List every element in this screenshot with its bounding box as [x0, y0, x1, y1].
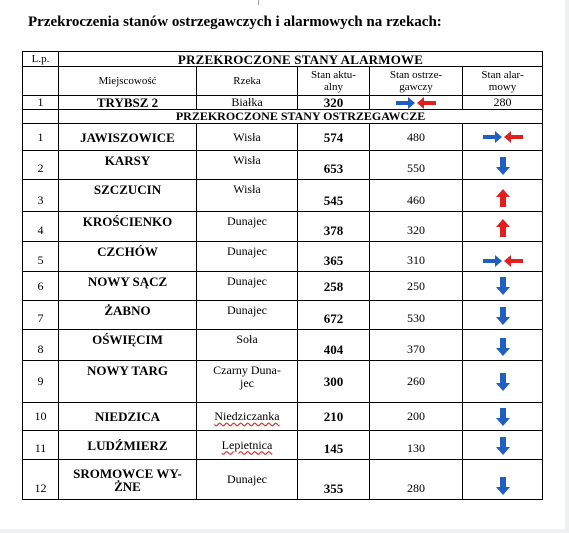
row-trend — [463, 460, 543, 500]
row-miejscowosc: JAWISZOWICE — [59, 124, 197, 151]
down-arrow-icon — [465, 373, 540, 391]
row-miejscowosc: ŻABNO — [59, 301, 197, 330]
row-trend — [463, 403, 543, 431]
row-rzeka: Wisła — [197, 180, 298, 212]
row-stan-aktualny: 378 — [298, 212, 370, 242]
steady-arrows-icon — [465, 255, 540, 267]
down-arrow-icon — [465, 307, 540, 325]
row-stan-ostrzegawczy: 530 — [370, 301, 463, 330]
row-stan-aktualny: 145 — [298, 431, 370, 460]
empty-cell — [23, 67, 59, 96]
table-row — [23, 272, 543, 301]
down-arrow-icon — [465, 157, 540, 175]
table-row — [23, 180, 543, 212]
page-edge-right — [565, 0, 569, 533]
row-rzeka: Wisła — [197, 151, 298, 180]
row-stan-ostrzegawczy: 310 — [370, 242, 463, 272]
table-row — [23, 212, 543, 242]
row-miejscowosc: NIEDZICA — [59, 403, 197, 431]
row-miejscowosc: SROMOWCE WY- ŻNE — [59, 460, 197, 500]
table-row — [23, 431, 543, 460]
alarm-row-lp: 1 — [23, 96, 59, 110]
row-lp: 5 — [23, 242, 59, 272]
page-edge-bottom — [0, 529, 569, 533]
row-miejscowosc: NOWY SĄCZ — [59, 272, 197, 301]
row-trend — [463, 212, 543, 242]
row-lp: 6 — [23, 272, 59, 301]
row-trend — [463, 301, 543, 330]
miejscowosc-header: Miejscowość — [59, 67, 197, 96]
rzeka-header: Rzeka — [197, 67, 298, 96]
row-stan-ostrzegawczy: 260 — [370, 361, 463, 403]
up-arrow-icon — [465, 219, 540, 237]
row-stan-ostrzegawczy: 460 — [370, 180, 463, 212]
row-miejscowosc: LUDŹMIERZ — [59, 431, 197, 460]
row-stan-aktualny: 574 — [298, 124, 370, 151]
row-stan-aktualny: 300 — [298, 361, 370, 403]
row-lp: 3 — [23, 180, 59, 212]
row-lp: 12 — [23, 460, 59, 500]
down-arrow-icon — [465, 477, 540, 495]
row-stan-aktualny: 404 — [298, 330, 370, 361]
row-trend — [463, 124, 543, 151]
row-stan-aktualny: 653 — [298, 151, 370, 180]
table-row — [23, 242, 543, 272]
table-row — [23, 330, 543, 361]
row-miejscowosc: SZCZUCIN — [59, 180, 197, 212]
stan-ostrzegawczy-header: Stan ostrze- gawczy — [370, 67, 463, 96]
row-lp: 4 — [23, 212, 59, 242]
table-row — [23, 361, 543, 403]
row-rzeka: Wisła — [197, 124, 298, 151]
ruler-tick — [258, 0, 259, 5]
page-title: Przekroczenia stanów ostrzegawczych i alarmowych na rzekach: — [28, 14, 442, 30]
down-arrow-icon — [465, 408, 540, 426]
table-row — [23, 403, 543, 431]
row-stan-ostrzegawczy: 370 — [370, 330, 463, 361]
row-rzeka: Dunajec — [197, 301, 298, 330]
row-miejscowosc: KROŚCIENKO — [59, 212, 197, 242]
alarm-section-header: PRZEKROCZONE STANY ALARMOWE — [59, 52, 543, 67]
row-lp: 9 — [23, 361, 59, 403]
row-trend — [463, 330, 543, 361]
alarm-row-rzeka: Białka — [197, 96, 298, 110]
row-rzeka: Czarny Duna- jec — [197, 361, 298, 403]
row-lp: 10 — [23, 403, 59, 431]
row-rzeka: Dunajec — [197, 272, 298, 301]
stan-alarmowy-header: Stan alar- mowy — [463, 67, 543, 96]
stan-aktualny-header: Stan aktu- alny — [298, 67, 370, 96]
row-stan-aktualny: 210 — [298, 403, 370, 431]
row-stan-ostrzegawczy: 280 — [370, 460, 463, 500]
alarm-row-trend — [370, 96, 463, 110]
table-row — [23, 460, 543, 500]
row-stan-aktualny: 365 — [298, 242, 370, 272]
row-rzeka: Soła — [197, 330, 298, 361]
steady-arrows-icon — [465, 131, 540, 143]
row-lp: 8 — [23, 330, 59, 361]
down-arrow-icon — [465, 277, 540, 295]
lp-header: L.p. — [23, 52, 59, 67]
row-rzeka: Niedziczanka — [197, 403, 298, 431]
row-stan-ostrzegawczy: 200 — [370, 403, 463, 431]
alarm-row-miejscowosc: TRYBSZ 2 — [59, 96, 197, 110]
row-miejscowosc: OŚWIĘCIM — [59, 330, 197, 361]
row-rzeka: Lepietnica — [197, 431, 298, 460]
empty-cell — [23, 110, 59, 124]
river-levels-table — [22, 51, 543, 500]
steady-arrows-icon — [372, 97, 460, 109]
row-stan-aktualny: 545 — [298, 180, 370, 212]
table-row — [23, 301, 543, 330]
row-trend — [463, 272, 543, 301]
row-stan-ostrzegawczy: 320 — [370, 212, 463, 242]
row-lp: 1 — [23, 124, 59, 151]
row-rzeka: Dunajec — [197, 242, 298, 272]
row-stan-aktualny: 672 — [298, 301, 370, 330]
row-stan-ostrzegawczy: 480 — [370, 124, 463, 151]
row-stan-ostrzegawczy: 250 — [370, 272, 463, 301]
up-arrow-icon — [465, 189, 540, 207]
row-miejscowosc: KARSY — [59, 151, 197, 180]
row-rzeka: Dunajec — [197, 212, 298, 242]
alarm-row-stan: 320 — [298, 96, 370, 110]
row-miejscowosc: NOWY TARG — [59, 361, 197, 403]
table-row — [23, 124, 543, 151]
row-stan-ostrzegawczy: 550 — [370, 151, 463, 180]
row-stan-aktualny: 258 — [298, 272, 370, 301]
down-arrow-icon — [465, 338, 540, 356]
warning-section-header: PRZEKROCZONE STANY OSTRZEGAWCZE — [59, 110, 543, 124]
row-lp: 11 — [23, 431, 59, 460]
row-stan-aktualny: 355 — [298, 460, 370, 500]
row-trend — [463, 151, 543, 180]
row-miejscowosc: CZCHÓW — [59, 242, 197, 272]
row-stan-ostrzegawczy: 130 — [370, 431, 463, 460]
alarm-row-alarmowy: 280 — [463, 96, 543, 110]
row-trend — [463, 180, 543, 212]
table-row — [23, 151, 543, 180]
row-lp: 2 — [23, 151, 59, 180]
down-arrow-icon — [465, 437, 540, 455]
row-trend — [463, 242, 543, 272]
row-trend — [463, 431, 543, 460]
row-rzeka: Dunajec — [197, 460, 298, 500]
row-trend — [463, 361, 543, 403]
row-lp: 7 — [23, 301, 59, 330]
